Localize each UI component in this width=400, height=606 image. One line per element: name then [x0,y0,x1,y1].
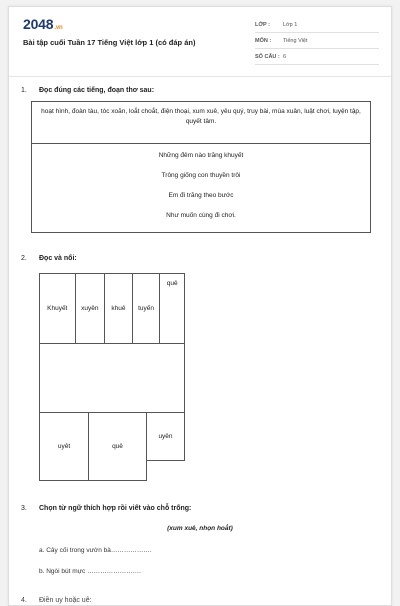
word-cards-bottom [39,413,185,481]
site-logo[interactable] [23,16,62,32]
question-4-heading [21,597,92,604]
poem-line: Những đêm nào trăng khuyết [158,152,244,159]
fill-item-b[interactable]: b. Ngòi bút mực ……………………. [39,568,141,575]
logo-sub: .vn [54,25,63,31]
question-3-heading [21,505,191,512]
word-card[interactable]: tuyến [133,274,161,343]
word-list: hoạt hình, đoàn tàu, tóc xoăn, loắt choắt, điện thoại, xum xuê, yêu quý, truy bài, mùa xuân, luật chơi, luyện tập, quyết tâm. [32,102,370,144]
meta-value: 6 [283,53,287,60]
word-cards-top [39,273,185,343]
meta-key: SỐ CÂU : [255,53,280,60]
question-prompt: Chọn từ ngữ thích hợp rồi viết vào chỗ trống: [39,505,192,512]
question-prompt: Đọc đúng các tiếng, đoạn thơ sau: [39,87,155,94]
fill-item-a[interactable]: a. Cây cối trong vườn bà………………. [39,547,152,554]
word-card[interactable]: Khuyết [40,274,76,343]
question-prompt: Điền uy hoặc uê: [39,597,92,604]
poem-line: Trông giống con thuyền trôi [161,172,241,179]
header-divider [9,76,391,77]
meta-row-subject [255,33,379,49]
word-card[interactable]: quê [166,280,178,287]
word-card[interactable]: khuê [105,274,133,343]
word-card[interactable]: quê [89,413,147,481]
poem-line: Em đi trăng theo bước [168,192,234,199]
question-1-heading [21,87,154,94]
poem [32,144,370,232]
meta-table [255,17,379,65]
word-hint: (xum xuê, nhọn hoắt) [167,525,233,532]
meta-row-grade [255,17,379,33]
logo-main: 2048 [23,16,54,32]
question-2-heading [21,255,77,262]
question-prompt: Đọc và nối: [39,255,77,262]
matching-area [39,343,185,413]
question-number: 3. [21,505,27,512]
worksheet-page [8,6,392,606]
meta-value: Lớp 1 [283,21,298,28]
meta-value: Tiếng Việt [283,37,308,44]
meta-key: LỚP : [255,21,270,28]
word-card[interactable]: xuyên [76,274,106,343]
document-title: Bài tập cuối Tuần 17 Tiếng Việt lớp 1 (có đáp án) [23,38,196,47]
question-number: 1. [21,87,27,94]
question-number: 4. [21,597,27,604]
word-card[interactable]: uyêt [39,413,89,481]
meta-key: MÔN : [255,37,272,44]
question-number: 2. [21,255,27,262]
question-1-table [31,101,371,233]
word-card[interactable]: uyên [147,413,185,461]
meta-row-count [255,49,379,65]
poem-line: Như muốn cùng đi chơi. [166,212,236,219]
